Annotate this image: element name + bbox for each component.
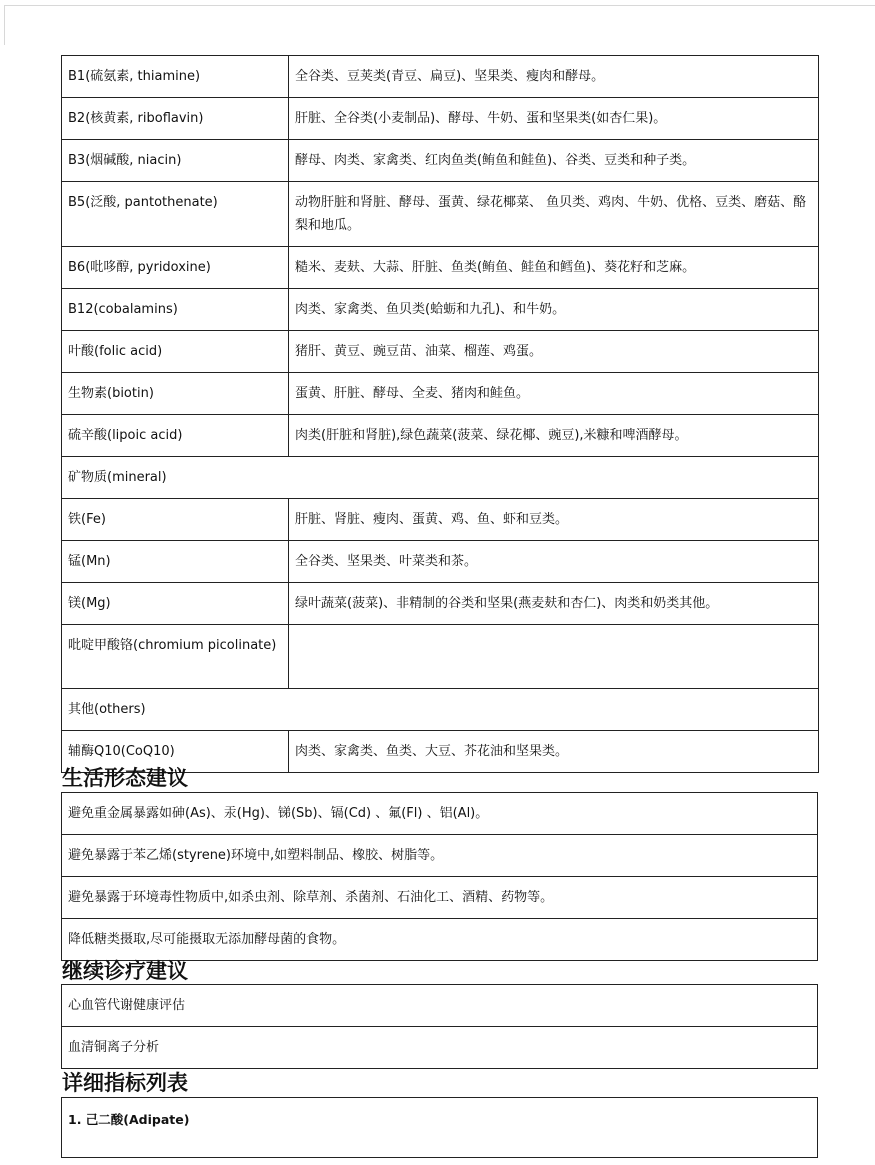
table-row (62, 625, 819, 689)
mineral-sources: 肝脏、肾脏、瘦肉、蛋黄、鸡、鱼、虾和豆类。 (289, 499, 819, 541)
nutrient-sources-table (61, 55, 819, 773)
nutrient-name: 硫辛酸(lipoic acid) (62, 415, 289, 457)
mineral-name: 镁(Mg) (62, 583, 289, 625)
lifestyle-item: 避免暴露于环境毒性物质中,如杀虫剂、除草剂、杀菌剂、石油化工、酒精、药物等。 (62, 877, 818, 919)
table-row (62, 140, 819, 182)
followup-table (61, 984, 818, 1069)
nutrient-sources: 糙米、麦麸、大蒜、肝脏、鱼类(鲔鱼、鲑鱼和鳕鱼)、葵花籽和芝麻。 (289, 247, 819, 289)
nutrient-name: B5(泛酸, pantothenate) (62, 182, 289, 247)
detail-item-title: 1. 己二酸(Adipate) (62, 1098, 818, 1158)
page-left-border (4, 5, 5, 45)
minerals-header: 矿物质(mineral) (62, 457, 819, 499)
followup-title: 继续诊疗建议 (62, 959, 188, 983)
nutrient-sources: 蛋黄、肝脏、酵母、全麦、猪肉和鲑鱼。 (289, 373, 819, 415)
mineral-name: 锰(Mn) (62, 541, 289, 583)
followup-item: 血清铜离子分析 (62, 1027, 818, 1069)
table-row (62, 541, 819, 583)
followup-item: 心血管代谢健康评估 (62, 985, 818, 1027)
lifestyle-item: 避免重金属暴露如砷(As)、汞(Hg)、锑(Sb)、镉(Cd) 、氟(Fl) 、铝(Al)。 (62, 793, 818, 835)
table-row (62, 182, 819, 247)
nutrient-name: B3(烟碱酸, niacin) (62, 140, 289, 182)
section-header-row (62, 689, 819, 731)
nutrient-sources: 全谷类、豆荚类(青豆、扁豆)、坚果类、瘦肉和酵母。 (289, 56, 819, 98)
table-row (62, 247, 819, 289)
nutrient-sources: 肝脏、全谷类(小麦制品)、酵母、牛奶、蛋和坚果类(如杏仁果)。 (289, 98, 819, 140)
table-row (62, 583, 819, 625)
nutrient-name: 生物素(biotin) (62, 373, 289, 415)
detail-title: 详细指标列表 (62, 1071, 188, 1095)
nutrient-name: B1(硫氨素, thiamine) (62, 56, 289, 98)
lifestyle-title: 生活形态建议 (62, 766, 188, 790)
table-row (62, 56, 819, 98)
other-name: 辅酶Q10(CoQ10) (62, 731, 289, 773)
list-item (62, 1027, 818, 1069)
list-item (62, 985, 818, 1027)
list-item (62, 835, 818, 877)
mineral-name: 铁(Fe) (62, 499, 289, 541)
nutrient-sources: 肉类(肝脏和肾脏),绿色蔬菜(菠菜、绿花椰、豌豆),米糠和啤酒酵母。 (289, 415, 819, 457)
table-row (62, 98, 819, 140)
nutrient-sources: 动物肝脏和肾脏、酵母、蛋黄、绿花椰菜、 鱼贝类、鸡肉、牛奶、优格、豆类、磨菇、酪梨和地瓜。 (289, 182, 819, 247)
nutrient-sources: 肉类、家禽类、鱼贝类(蛤蛎和九孔)、和牛奶。 (289, 289, 819, 331)
others-header: 其他(others) (62, 689, 819, 731)
table-row (62, 499, 819, 541)
mineral-name: 吡啶甲酸铬(chromium picolinate) (62, 625, 289, 689)
lifestyle-table (61, 792, 818, 961)
nutrient-name: B12(cobalamins) (62, 289, 289, 331)
table-row (62, 331, 819, 373)
lifestyle-item: 避免暴露于苯乙烯(styrene)环境中,如塑料制品、橡胶、树脂等。 (62, 835, 818, 877)
list-item (62, 919, 818, 961)
page-top-border (4, 5, 875, 6)
mineral-sources: 绿叶蔬菜(菠菜)、非精制的谷类和坚果(燕麦麸和杏仁)、肉类和奶类其他。 (289, 583, 819, 625)
mineral-sources (289, 625, 819, 689)
nutrient-name: 叶酸(folic acid) (62, 331, 289, 373)
mineral-sources: 全谷类、坚果类、叶菜类和茶。 (289, 541, 819, 583)
section-header-row (62, 457, 819, 499)
nutrient-sources: 酵母、肉类、家禽类、红肉鱼类(鲔鱼和鲑鱼)、谷类、豆类和种子类。 (289, 140, 819, 182)
nutrient-sources: 猪肝、黄豆、豌豆苗、油菜、榴莲、鸡蛋。 (289, 331, 819, 373)
detail-table (61, 1097, 818, 1158)
table-row (62, 373, 819, 415)
table-row (62, 415, 819, 457)
nutrient-name: B6(吡哆醇, pyridoxine) (62, 247, 289, 289)
lifestyle-item: 降低糖类摄取,尽可能摄取无添加酵母菌的食物。 (62, 919, 818, 961)
list-item (62, 877, 818, 919)
nutrient-name: B2(核黄素, riboflavin) (62, 98, 289, 140)
table-row (62, 289, 819, 331)
other-sources: 肉类、家禽类、鱼类、大豆、芥花油和坚果类。 (289, 731, 819, 773)
table-row (62, 1098, 818, 1158)
list-item (62, 793, 818, 835)
